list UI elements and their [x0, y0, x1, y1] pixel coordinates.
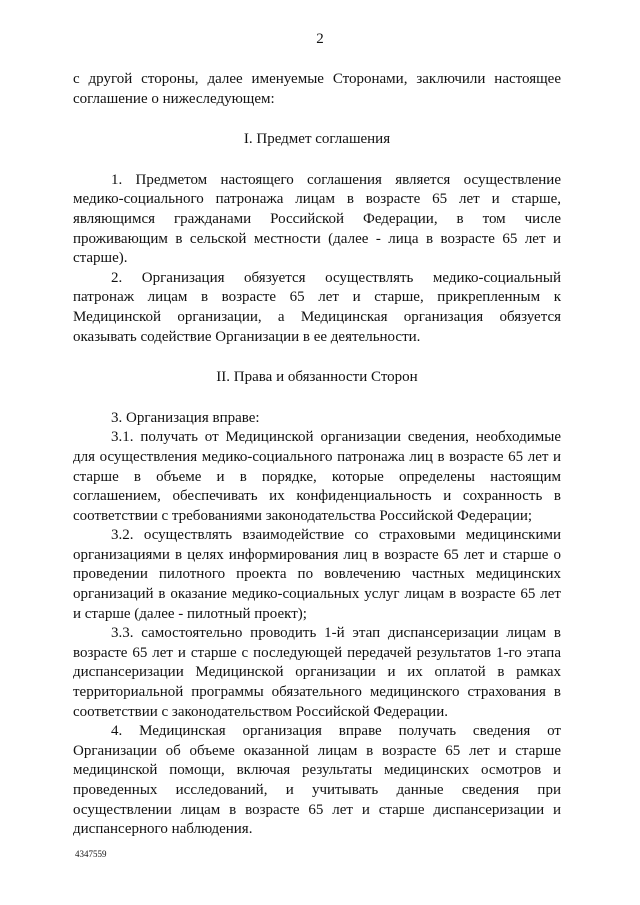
section-1-title: I. Предмет соглашения: [243, 131, 391, 148]
paragraph-3-3: 3.3. самостоятельно проводить 1-й этап диспансеризации лицам в возрасте 65 лет и старше с последующей передачей результатов 1-го этапа диспансеризации Медицинской организации и их оплатой в рамках территориальной программы обязательного медицинского страхования в соответствии с законодательством Российской Федерации.: [73, 625, 561, 720]
paragraph-4: 4. Медицинская организация вправе получать сведения от Организации об объеме оказанной лицам в возрасте 65 лет и старше медицинской помощи, включая результаты медицинских осмотров и проведенных исследований, и учитывать данные сведения при осуществлении лицам в возрасте 65 лет и старше диспансеризации и диспансерного наблюдения.: [73, 723, 561, 838]
paragraph-3-2: 3.2. осуществлять взаимодействие со страховыми медицинскими организациями в целях информирования лиц в возрасте 65 лет и старше о проведении пилотного проекта по вовлечению частных медицинских организаций в оказание медико-социальных услуг лицам в возрасте 65 лет и старше (далее - пилотный проект);: [73, 527, 561, 622]
paragraph-3-1: 3.1. получать от Медицинской организации сведения, необходимые для осуществления медико-социального патронажа лиц в возрасте 65 лет и старше в объеме и в порядке, которые определены настоящим соглашением, обеспечивать их конфиденциальность и сохранность в соответствии с требованиями законодательства Российской Федерации;: [73, 429, 561, 524]
paragraph-2: 2. Организация обязуется осуществлять медико-социальный патронаж лицам в возрасте 65 лет и старше, прикрепленным к Медицинской организации, а Медицинская организация обязуется оказывать содействие Организации в ее деятельности.: [73, 269, 561, 345]
page-number: 2: [316, 31, 324, 47]
paragraph-3: 3. Организация вправе:: [111, 409, 260, 426]
intro-paragraph: с другой стороны, далее именуемые Сторонами, заключили настоящее соглашение о нижеследующем:: [73, 71, 561, 107]
document-body: [73, 70, 561, 840]
section-2-title: II. Права и обязанности Сторон: [216, 369, 418, 386]
paragraph-1: 1. Предметом настоящего соглашения является осуществление медико-социального патронажа лицам в возрасте 65 лет и старше, являющимся гражданами Российской Федерации, в том числе проживающим в сельской местности (далее - лица в возрасте 65 лет и старше).: [73, 171, 561, 267]
document-code: 4347559: [75, 849, 107, 859]
